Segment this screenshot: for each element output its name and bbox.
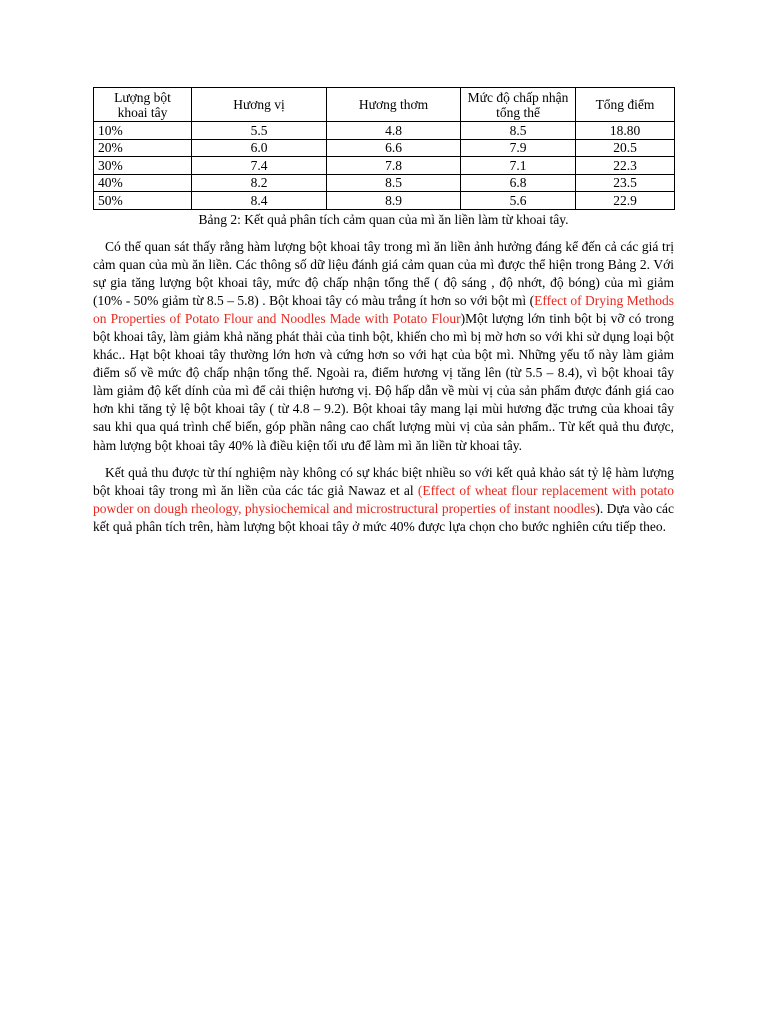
cell-acceptance: 7.1 xyxy=(461,157,576,175)
cell-flavor: 8.4 xyxy=(192,192,327,210)
cell-flavor: 6.0 xyxy=(192,139,327,157)
cell-amount: 10% xyxy=(94,122,192,140)
header-overall-acceptance: Mức độ chấp nhận tổng thể xyxy=(461,88,576,122)
cell-total: 22.3 xyxy=(576,157,675,175)
citation-reference: Effect of Drying Methods on Properties of Potato Flour and Noodles Made with Potato Flour xyxy=(93,292,674,326)
cell-total: 20.5 xyxy=(576,139,675,157)
cell-aroma: 4.8 xyxy=(327,122,461,140)
paragraph-text: ). Dựa vào các kết quả phân tích trên, hàm lượng bột khoai tây ở mức 40% được lựa chọn cho bước nghiên cứu tiếp theo. xyxy=(93,500,674,534)
cell-acceptance: 6.8 xyxy=(461,174,576,192)
cell-aroma: 8.5 xyxy=(327,174,461,192)
header-aroma: Hương thơm xyxy=(327,88,461,122)
table-row xyxy=(94,157,675,175)
cell-aroma: 7.8 xyxy=(327,157,461,175)
cell-total: 22.9 xyxy=(576,192,675,210)
cell-flavor: 8.2 xyxy=(192,174,327,192)
cell-acceptance: 7.9 xyxy=(461,139,576,157)
cell-acceptance: 5.6 xyxy=(461,192,576,210)
cell-total: 23.5 xyxy=(576,174,675,192)
paragraph-text: )Một lượng lớn tinh bột bị vỡ có trong bột khoai tây, làm giảm khả năng phát thải của tinh bột, khiến cho mì bị mờ hơn so với khi sử dụng loại bột khác.. Hạt bột khoai tây thường lớn hơn và cứng hơn so với hạt của bột mì. Những yếu tố này làm giảm điểm số về mức độ chấp nhận tổng thể. Ngoài ra, điểm hương vị tăng lên (từ 5.5 – 8.4), vì bột khoai tây làm giảm độ kết dính của mì để cải thiện hương vị. Độ hấp dẫn về mùi vị của sản phẩm được đánh giá cao hơn khi tăng tỷ lệ bột khoai tây ( từ 4.8 – 9.2). Bột khoai tây mang lại mùi hương đặc trưng của khoai tây sau khi qua quá trình chế biến, góp phần nâng cao chất lượng mùi vị của sản phẩm.. Từ kết quả thu được, hàm lượng bột khoai tây 40% là điều kiện tối ưu để làm mì ăn liền từ khoai tây. xyxy=(93,310,674,453)
cell-total: 18.80 xyxy=(576,122,675,140)
header-flavor: Hương vị xyxy=(192,88,327,122)
cell-amount: 20% xyxy=(94,139,192,157)
paragraph-text: Kết quả thu được từ thí nghiệm này không có sự khác biệt nhiều so với kết quả khảo sát tỷ lệ hàm lượng bột khoai tây trong mì ăn liền của các tác giả Nawaz et al xyxy=(93,464,674,498)
cell-amount: 40% xyxy=(94,174,192,192)
cell-amount: 50% xyxy=(94,192,192,210)
sensory-results-table xyxy=(93,87,675,210)
citation-reference: (Effect of wheat flour replacement with potato powder on dough rheology, physiochemical and microstructural properties of instant noodles xyxy=(93,482,674,516)
paragraph-text: Có thể quan sát thấy rằng hàm lượng bột khoai tây trong mì ăn liền ảnh hưởng đáng kể đến cả các giá trị cảm quan của mù ăn liền. Các thông số dữ liệu đánh giá cảm quan của mì được thể hiện trong Bảng 2. Với sự gia tăng lượng bột khoai tây, mức độ chấp nhận tổng thể ( độ sáng , độ nhớt, độ bóng) của mì giảm (10% - 50% giảm từ 8.5 – 5.8) . Bột khoai tây có màu trắng ít hơn so với bột mì ( xyxy=(93,238,674,308)
table-row xyxy=(94,192,675,210)
table-header-row xyxy=(94,88,675,122)
table-caption: Bảng 2: Kết quả phân tích cảm quan của mì ăn liền làm từ khoai tây. xyxy=(198,211,569,227)
cell-flavor: 5.5 xyxy=(192,122,327,140)
paragraph-analysis xyxy=(93,238,674,455)
cell-flavor: 7.4 xyxy=(192,157,327,175)
table-row xyxy=(94,174,675,192)
cell-acceptance: 8.5 xyxy=(461,122,576,140)
cell-aroma: 8.9 xyxy=(327,192,461,210)
paragraph-conclusion xyxy=(93,464,674,536)
table-row xyxy=(94,139,675,157)
header-potato-flour-amount: Lượng bột khoai tây xyxy=(94,88,192,122)
header-total-score: Tổng điểm xyxy=(576,88,675,122)
cell-aroma: 6.6 xyxy=(327,139,461,157)
table-row xyxy=(94,122,675,140)
cell-amount: 30% xyxy=(94,157,192,175)
